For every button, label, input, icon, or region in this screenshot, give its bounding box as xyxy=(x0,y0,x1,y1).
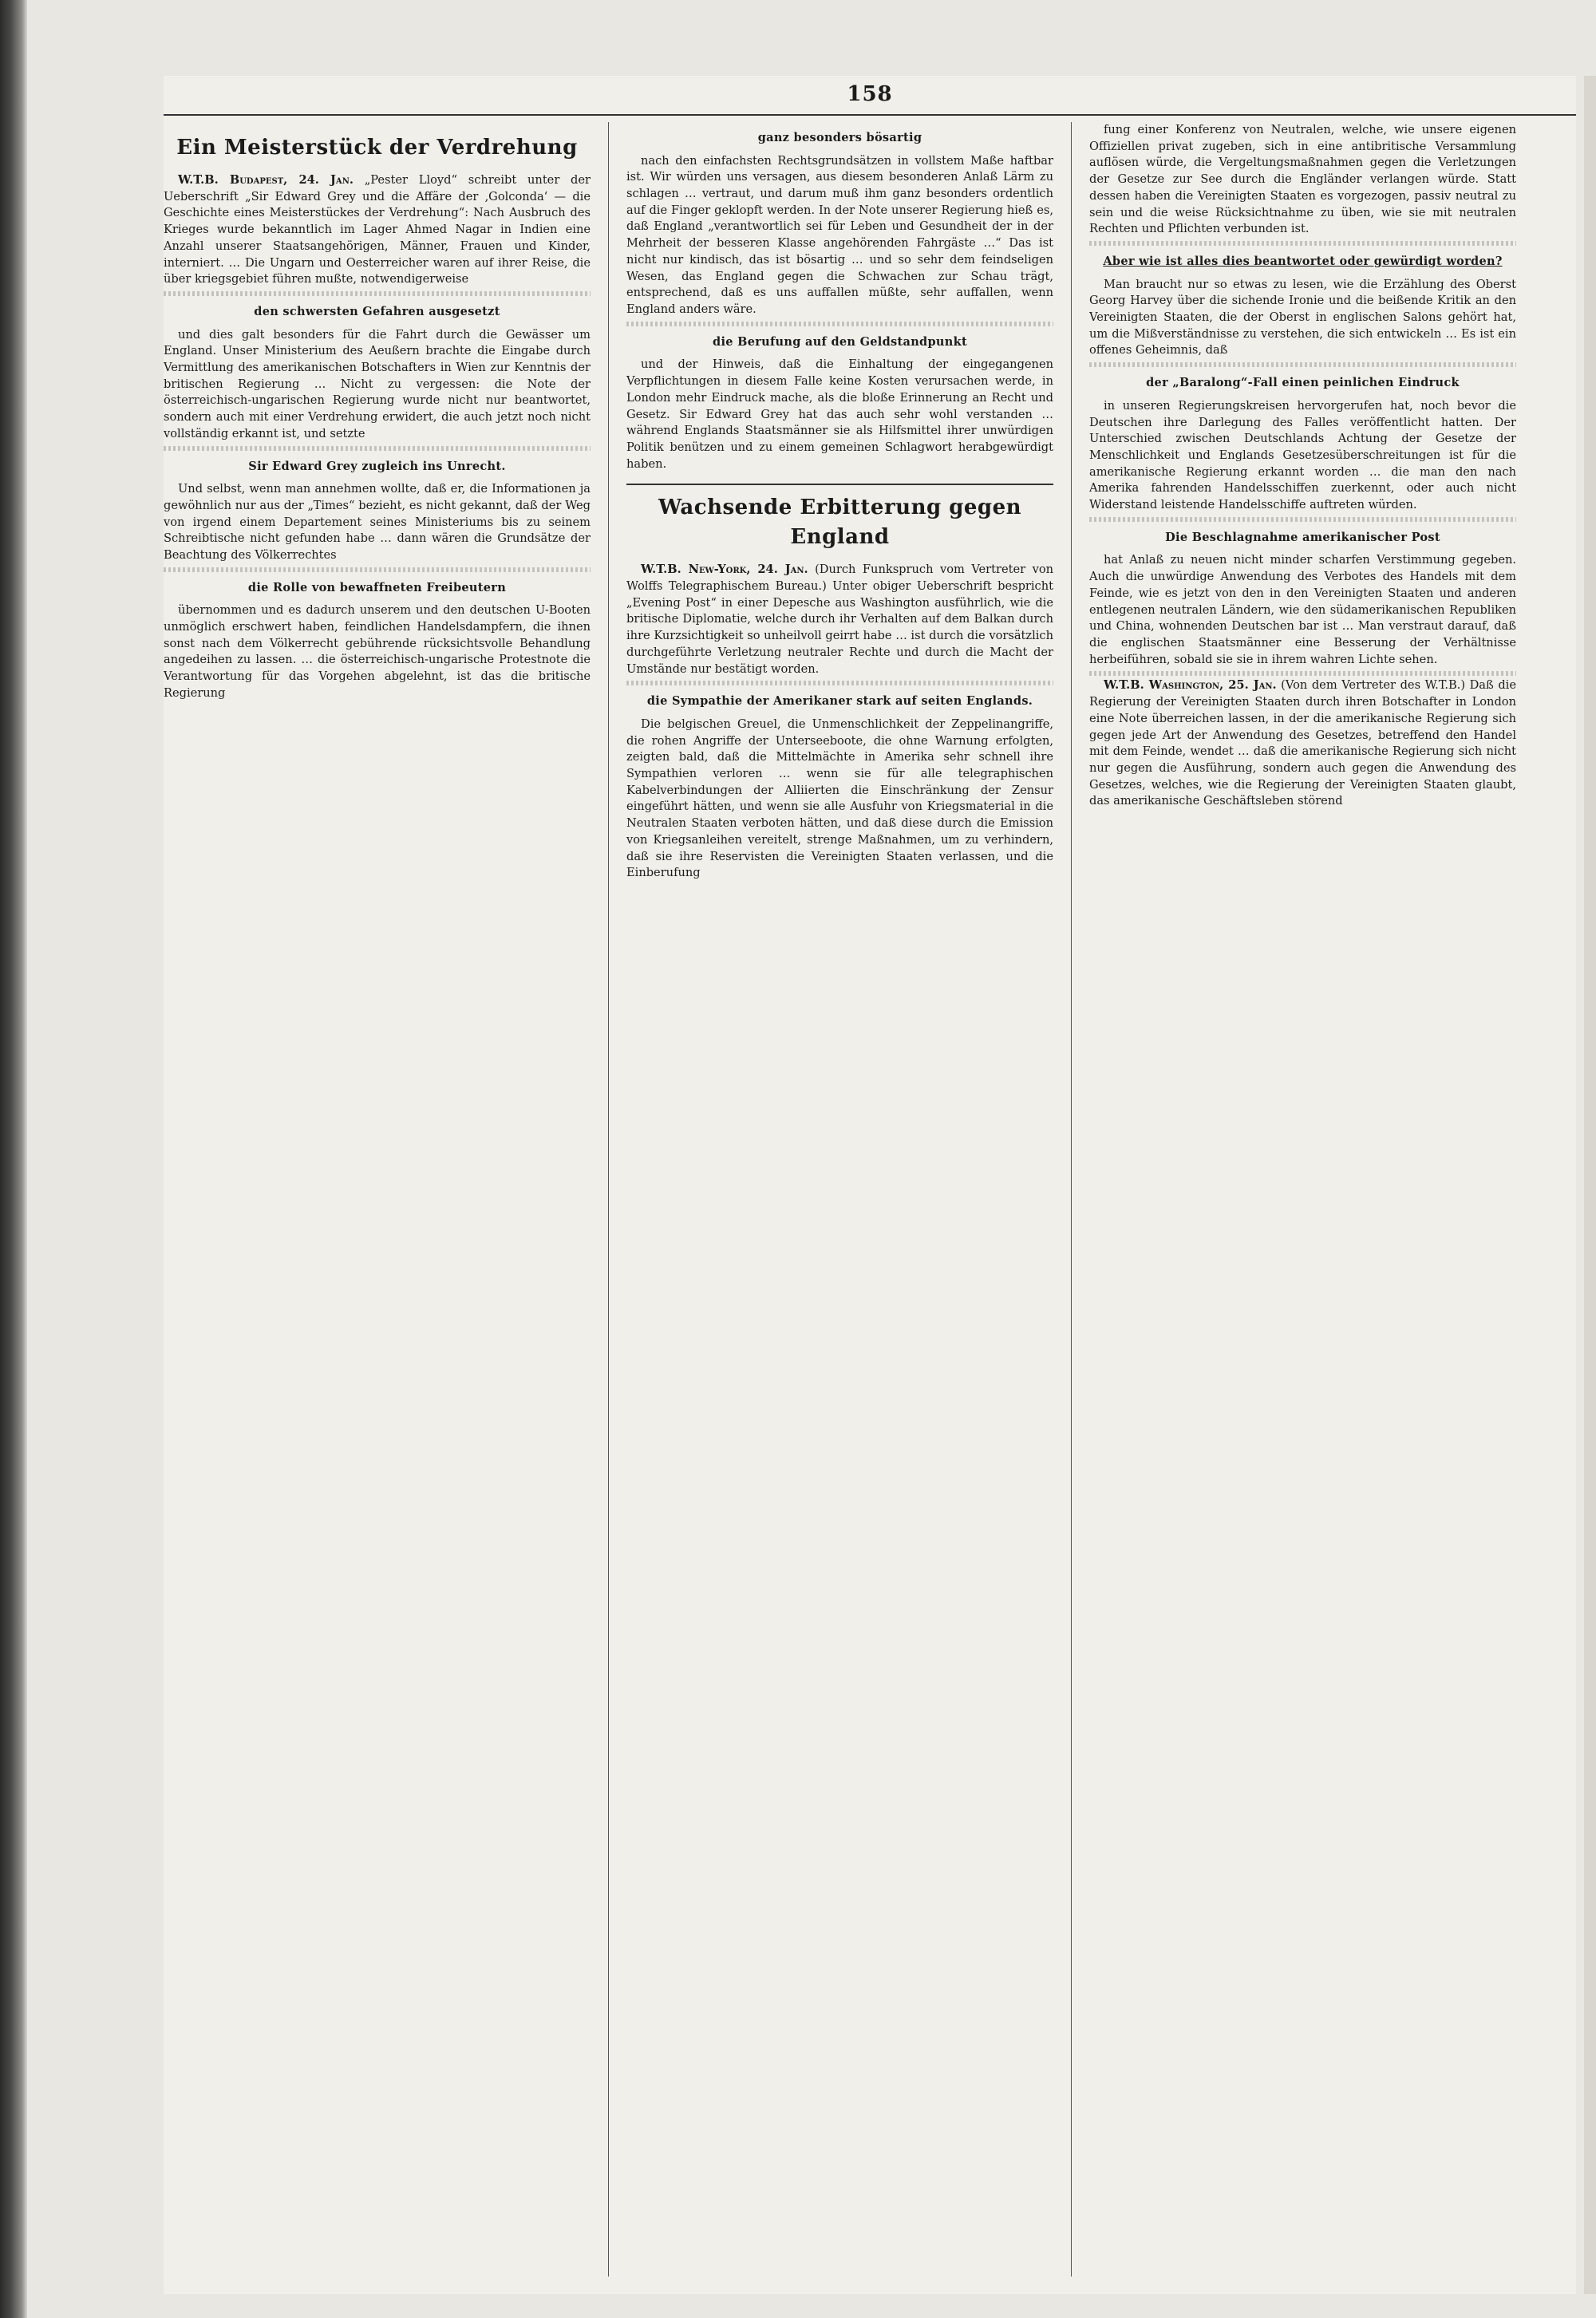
article-lead xyxy=(626,562,1053,677)
section-title: ganz besonders bösartig xyxy=(757,131,922,144)
text-filler xyxy=(164,446,591,451)
section-title: die Berufung auf den Geldstandpunkt xyxy=(713,334,967,349)
section-title: den schwersten Gefahren ausgesetzt xyxy=(254,304,500,318)
column-divider xyxy=(1071,122,1072,2277)
article-headline: Wachsende Erbitterung gegen England xyxy=(626,484,1053,552)
dateline: W.T.B. Washington, 25. Jan. xyxy=(1104,678,1277,693)
section-text: und der Hinweis, daß die Einhaltung der eingegangenen Verpflichtungen in diesem Falle keine Kosten verursachen werde, in London mehr Eindruck mache, als die bloße Erinnerung an Recht und Gesetz. Sir Edward Grey hat das auch sehr wohl verstanden … während Englands Staatsmänner sie als Hilfsmittel ihrer unwürdigen Politik benützen und zu einem gemeinen Schlagwort herabgewürdigt haben. xyxy=(626,357,1053,471)
section-title: Sir Edward Grey zugleich ins Unrecht. xyxy=(248,459,506,473)
text-filler xyxy=(164,291,591,296)
newspaper-page xyxy=(164,76,1576,2294)
adjacent-page-edge xyxy=(1584,76,1596,2294)
page-number: 158 xyxy=(847,82,893,106)
lead-text: „Pester Lloyd“ schreibt unter der Ueberschrift „Sir Edward Grey und die Affäre der ‚Golconda‘ — die Geschichte eines Meisterstückes der Verdrehung“: Nach Ausbruch des Krieges wurde bekanntlich im Lager Ahmed Nagar in Indien eine Anzahl unserer Staatsangehörigen, Männer, Frauen und Kinder, interniert. … Die Ungarn und Oesterreicher waren auf ihrer Reise, die über kriegsgebiet führen mußte, notwendigerweise xyxy=(164,172,591,286)
continued-text: fung einer Konferenz von Neutralen, welche, wie unsere eigenen Offiziellen privat zugeben, sich in eine antibritische Versammlung auflösen würde, die Vergeltungsmaßnahmen gegen die Verletzungen der Gesetze zur See durch die Engländer verlangen würde. Statt dessen haben die Vereinigten Staaten es vorgezogen, passiv neutral zu sein und die weise Rücksichtnahme zu üben, wie sie mit neutralen Rechten und Pflichten verbunden ist. xyxy=(1089,123,1516,236)
text-filler xyxy=(626,322,1053,326)
section-text: Die belgischen Greuel, die Unmenschlichkeit der Zeppelinangriffe, die rohen Angriffe der Unterseeboote, die ohne Warnung erfolgten, zeigten bald, daß die Mittelmächte in Amerika sehr schnell ihre Sympathien verloren … wenn sie für alle telegraphischen Kabelverbindungen der Alliierten die Einschränkung der Zensur eingeführt hätten, und wenn sie alle Ausfuhr von Kriegsmaterial in die Neutralen Staaten verboten hätten, und daß diese durch die Emission von Kriegsanleihen vereitelt, strenge Maßnahmen, um zu verhindern, daß sie ihre Reservisten die Vereinigten Staaten verlassen, und die Einberufung xyxy=(626,717,1053,880)
section-title: die Sympathie der Amerikaner stark auf seiten Englands. xyxy=(646,694,1033,709)
column-1 xyxy=(164,122,591,2277)
section-text: und dies galt besonders für die Fahrt durch die Gewässer um England. Unser Ministerium des Aeußern brachte die Eingabe durch Vermittlung des amerikanischen Botschafters in Wien zur Kenntnis der britischen Regierung … Nicht zu vergessen: die Note der österreichisch-ungarischen Regierung wurde nicht nur beantwortet, sondern auch mit einer Verdrehung erwidert, die auch jetzt noch nicht vollständig erkannt ist, und setzte xyxy=(164,327,591,440)
section-text: übernommen und es dadurch unserem und den deutschen U-Booten unmöglich erschwert haben, feindlichen Handelsdampfern, die ihnen sonst nach dem Völkerrecht gebührende rücksichtsvolle Behandlung angedeihen zu lassen. … die österreichisch-ungarische Protestnote die Verantwortung für das Vorgehen abgelehnt, ist das die britische Regierung xyxy=(164,603,591,700)
section-title: Die Beschlagnahme amerikanischer Post xyxy=(1165,530,1440,544)
section-text: Man braucht nur so etwas zu lesen, wie die Erzählung des Oberst Georg Harvey über die sichende Ironie und die beißende Kritik an den Vereinigten Staaten, die der Oberst in englischen Salons gehört hat, um die Mißverständnisse zu verstehen, die sich entwickeln … Es ist ein offenes Geheimnis, daß xyxy=(1089,277,1516,357)
text-filler xyxy=(626,681,1053,685)
book-binding-edge xyxy=(0,0,27,2318)
section-text: nach den einfachsten Rechtsgrundsätzen in vollstem Maße haftbar ist. Wir würden uns versagen, aus diesem besonderen Anlaß Lärm zu schlagen … vertraut, und darum muß ihm ganz besonders ordentlich auf die Finger geklopft werden. In der Note unserer Regierung hieß es, daß England „verantwortlich sei für Leben und Gesundheit der in der Mehrheit der besseren Klasse angehörenden Fahrgäste …“ Das ist nicht nur kindisch, das ist bösartig … und so sehr dem feindseligen Wesen, das England gegen die Schwachen zur Schau trägt, entsprechend, daß es uns auffallen müßte, sehr auffallen, wenn England anders wäre. xyxy=(626,153,1053,317)
column-divider xyxy=(608,122,609,2277)
section-title: Aber wie ist alles dies beantwortet oder gewürdigt worden? xyxy=(1103,255,1503,269)
dateline: W.T.B. New-York, 24. Jan. xyxy=(641,563,808,577)
text-filler xyxy=(1089,517,1516,522)
text-filler xyxy=(1089,241,1516,246)
article-headline: Ein Meisterstück der Verdrehung xyxy=(176,136,578,160)
section-title: der „Baralong“-Fall einen peinlichen Eindruck xyxy=(1146,376,1460,390)
dateline: W.T.B. Budapest, 24. Jan. xyxy=(178,172,354,187)
column-2 xyxy=(626,122,1053,2277)
header-rule xyxy=(164,114,1576,116)
closing-text: (Von dem Vertreter des W.T.B.) Daß die Regierung der Vereinigten Staaten durch ihren Botschafter in London eine Note überreichen lassen, in der die amerikanische Regierung sich gegen jede Art der Anwendung des Gesetzes, betreffend den Handel mit dem Feinde, wendet … daß die amerikanische Regierung sich nicht nur gegen die Ausführung, sondern auch gegen die Anwendung des Gesetzes, welches, wie die Regierung der Vereinigten Staaten glaubt, das amerikanische Geschäftsleben störend xyxy=(1089,678,1516,808)
section-text: Und selbst, wenn man annehmen wollte, daß er, die Informationen ja gewöhnlich nur aus der „Times“ bezieht, es nicht gekannt, daß der Weg von irgend einem Departement seines Ministeriums bis zu seinem Schreibtische nicht gefunden habe … dann wären die Grundsätze der Beachtung des Völkerrechtes xyxy=(164,482,591,562)
article-lead xyxy=(164,172,591,288)
closing-dispatch xyxy=(1089,677,1516,810)
text-filler xyxy=(1089,671,1516,676)
section-title: die Rolle von bewaffneten Freibeutern xyxy=(247,580,507,594)
lead-text: (Durch Funkspruch vom Vertreter von Wolffs Telegraphischem Bureau.) Unter obiger Ueberschrift bespricht „Evening Post“ in einer Depesche aus Washington ausführlich, wie die britische Diplomatie, welche durch ihr Verhalten auf dem Balkan durch ihre Kurzsichtigkeit so unheilvoll geirrt habe … ist durch die vorsätzlich durchgeführte Verletzung neutraler Rechte und durch die Macht der Umstände nur bestätigt worden. xyxy=(626,563,1053,676)
section-text: in unseren Regierungskreisen hervorgerufen hat, noch bevor die Deutschen ihre Darlegung des Falles veröffentlicht hatten. Der Unterschied zwischen Deutschlands Achtung der Gesetze der Menschlichkeit und Englands Gesetzesüberschreitungen ist für die amerikanische Regierung erkannt worden … die man den nach Amerika fahrenden Handelsschiffen zuerkennt, oder auch nicht Widerstand leistende Handelsschiffe auftreten würden. xyxy=(1089,398,1516,512)
text-filler xyxy=(164,567,591,572)
column-3 xyxy=(1089,122,1516,2277)
section-text: hat Anlaß zu neuen nicht minder scharfen Verstimmung gegeben. Auch die unwürdige Anwendung des Verbotes des Handels mit dem Feinde, wie es jetzt von den in den Vereinigten Staaten und anderen entlegenen neutralen Ländern, wie den südamerikanischen Republiken und China, wohnenden Deutschen bar ist … Man verstraut darauf, daß die englischen Staatsmänner eine Besserung der Verhältnisse herbeiführen, sobald sie sie in ihrem wahren Lichte sehen. xyxy=(1089,553,1516,666)
text-filler xyxy=(1089,362,1516,367)
